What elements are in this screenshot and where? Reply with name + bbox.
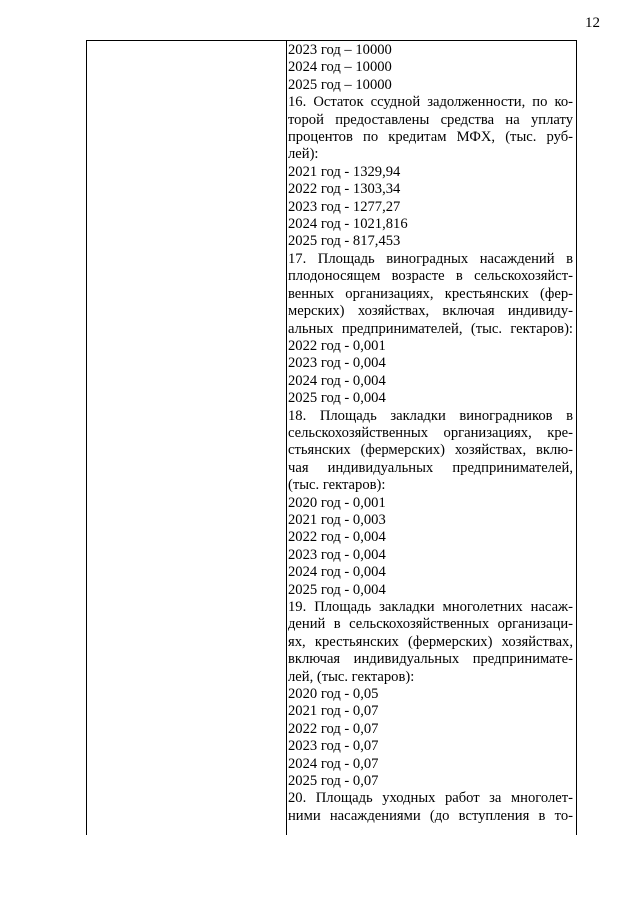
- table-text-line: 2024 год - 0,004: [288, 564, 386, 581]
- table-text-line: 2022 год - 0,004: [288, 529, 386, 546]
- table-text-line: 2021 год - 0,003: [288, 511, 386, 528]
- table-text-line: 2024 год - 0,07: [288, 755, 379, 772]
- table-text-line: 2022 год - 0,07: [288, 720, 379, 737]
- table-text-line: дений в сельскохозяйственных организаци-: [288, 616, 573, 633]
- table-text-line: 20. Площадь уходных работ за многолет-: [288, 790, 573, 807]
- table-text-line: 2025 год - 0,004: [288, 390, 386, 407]
- table-text-line: 2023 год - 0,004: [288, 355, 386, 372]
- table-text-line: 2024 год - 0,004: [288, 372, 386, 389]
- table-text-line: процентов по кредитам МФХ, (тыс. руб-: [288, 129, 573, 146]
- table-text-line: 2021 год - 1329,94: [288, 163, 401, 180]
- table-text-line: 2020 год - 0,05: [288, 686, 379, 703]
- table-text-line: венных организациях, крестьянских (фер-: [288, 285, 573, 302]
- table-text-line: 2023 год - 0,07: [288, 738, 379, 755]
- table-text-line: сельскохозяйственных организациях, кре-: [288, 424, 573, 441]
- table-text-line: 2023 год – 10000: [288, 42, 392, 58]
- table-text-line: 19. Площадь закладки многолетних насаж-: [288, 599, 573, 615]
- document-table: [86, 40, 577, 835]
- table-text-line: торой предоставлены средства на уплату: [288, 111, 573, 128]
- table-left-column: [87, 41, 287, 835]
- table-text-line: 2021 год - 0,07: [288, 703, 379, 720]
- table-text-line: 2024 год – 10000: [288, 59, 392, 76]
- table-text-line: 2025 год - 0,07: [288, 773, 379, 790]
- table-text-line: 17. Площадь виноградных насаждений в: [288, 250, 573, 267]
- table-text-line: включая индивидуальных предпринимате-: [288, 651, 573, 668]
- table-text-line: 2024 год - 1021,816: [288, 216, 408, 233]
- table-text-line: ними насаждениями (до вступления в то-: [288, 807, 573, 824]
- table-text-line: лей):: [288, 146, 319, 163]
- table-text-line: (тыс. гектаров):: [288, 477, 386, 494]
- table-text-line: альных предпринимателей, (тыс. гектаров):: [288, 320, 573, 337]
- table-text-line: лей, (тыс. гектаров):: [288, 668, 415, 685]
- table-text-line: 2023 год - 0,004: [288, 546, 386, 563]
- table-text-line: стьянских (фермерских) хозяйствах, вклю-: [288, 442, 573, 459]
- table-text-line: 2025 год - 817,453: [288, 233, 401, 250]
- table-text-line: 18. Площадь закладки виноградников в: [288, 407, 573, 424]
- page-number: 12: [585, 15, 600, 31]
- table-text-line: мерских) хозяйствах, включая индивиду-: [288, 303, 573, 320]
- table-text-line: плодоносящем возрасте в сельскохозяйст-: [288, 268, 573, 285]
- table-text-line: ях, крестьянских (фермерских) хозяйствах,: [288, 633, 573, 650]
- table-text-line: 2023 год - 1277,27: [288, 198, 401, 215]
- table-text-line: 2025 год - 0,004: [288, 581, 386, 598]
- table-text-line: 16. Остаток ссудной задолженности, по ко-: [288, 94, 573, 111]
- table-text-line: чая индивидуальных предпринимателей,: [288, 459, 573, 476]
- table-text-line: 2022 год - 0,001: [288, 337, 386, 354]
- table-text-line: 2022 год - 1303,34: [288, 181, 401, 198]
- table-text-line: 2020 год - 0,001: [288, 494, 386, 511]
- table-right-column: [288, 42, 573, 825]
- table-text-line: 2025 год – 10000: [288, 76, 392, 93]
